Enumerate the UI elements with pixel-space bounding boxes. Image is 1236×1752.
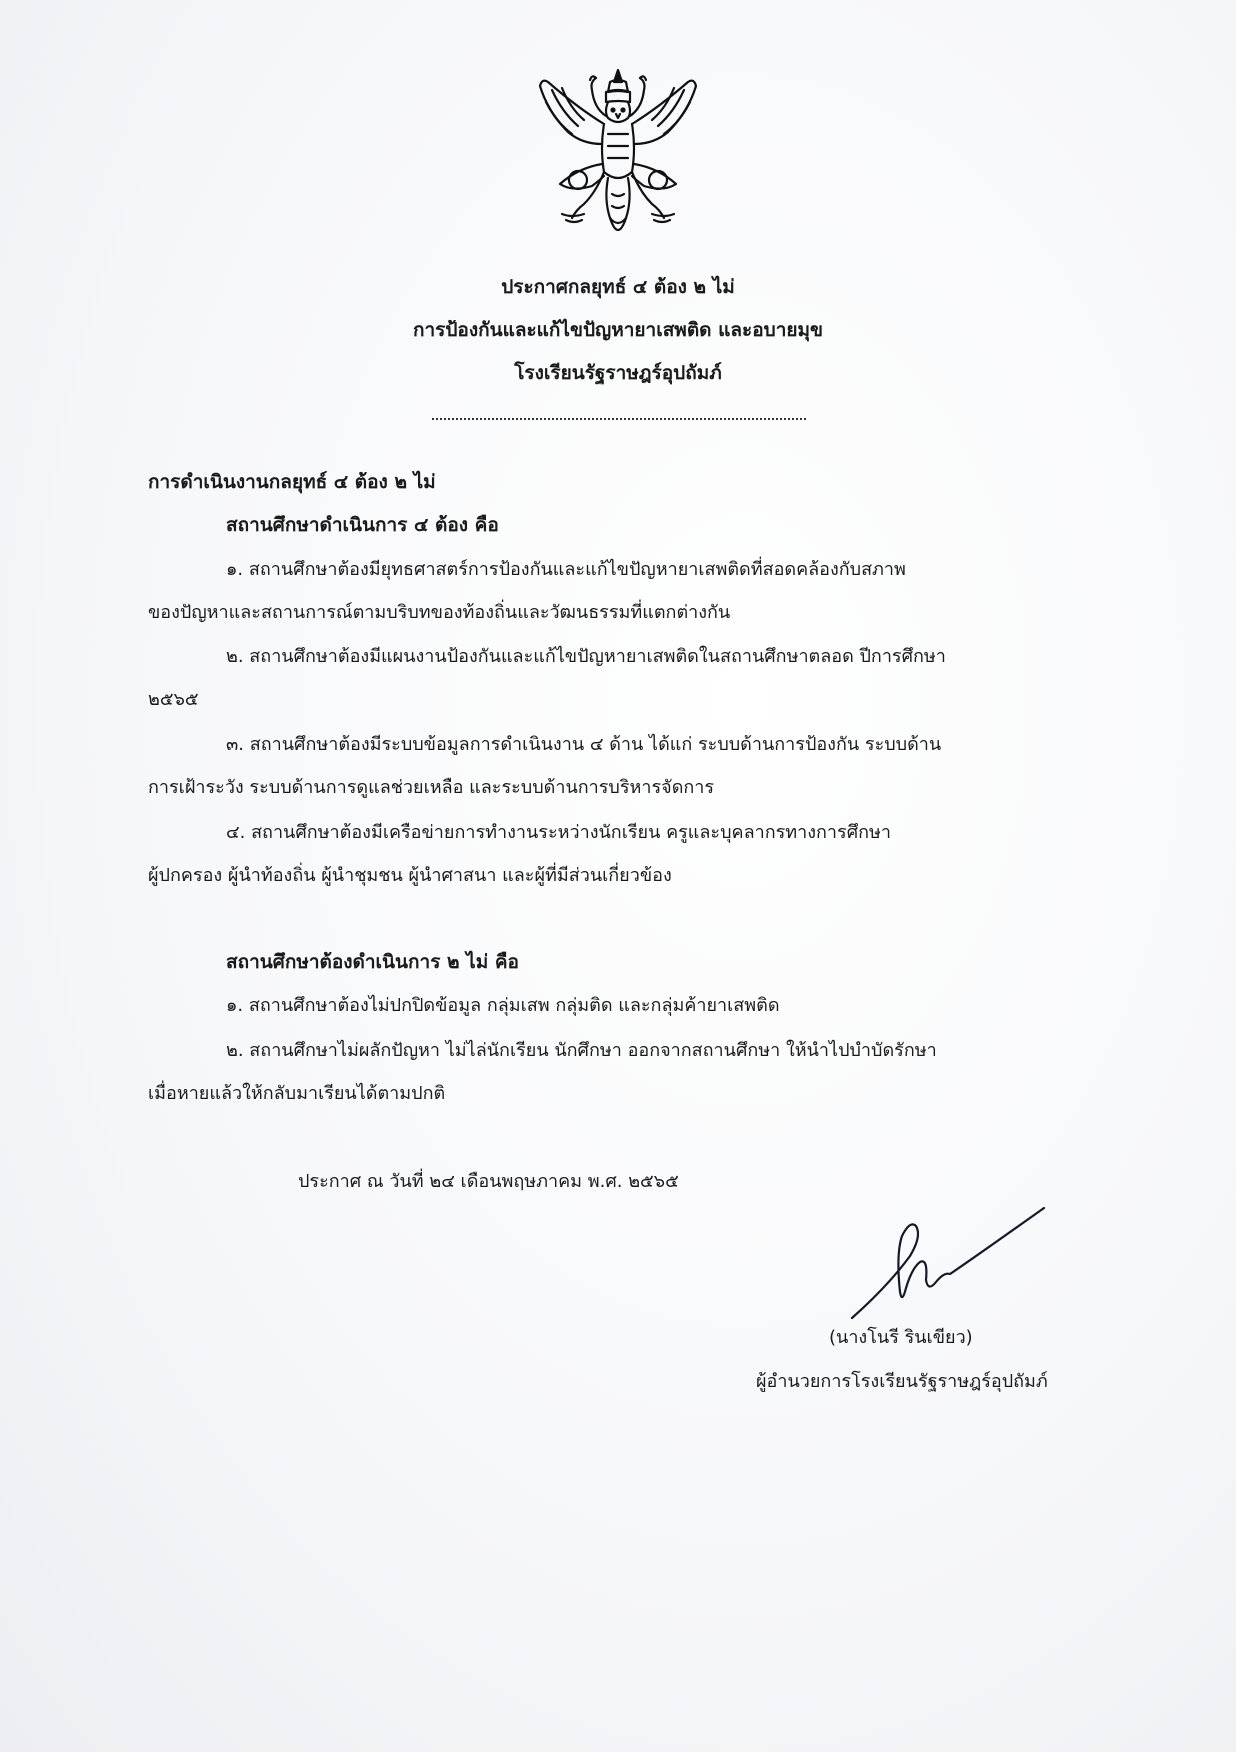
announce-date: ประกาศ ณ วันที่ ๒๔ เดือนพฤษภาคม พ.ศ. ๒๕๖๕ <box>298 1171 679 1192</box>
section-heading: การดำเนินงานกลยุทธ์ ๔ ต้อง ๒ ไม่ <box>148 471 436 493</box>
must-item-1-line-2: ของปัญหาและสถานการณ์ตามบริบทของท้องถิ่นและวัฒนธรรมที่แตกต่างกัน <box>148 602 731 623</box>
must-heading: สถานศึกษาดำเนินการ ๔ ต้อง คือ <box>226 514 499 536</box>
title-divider <box>432 418 806 420</box>
must-item-4-line-1: ๔. สถานศึกษาต้องมีเครือข่ายการทำงานระหว่างนักเรียน ครูและบุคลากรทางการศึกษา <box>226 822 892 843</box>
title-line-2: การป้องกันและแก้ไขปัญหายาเสพติด และอบายมุข <box>412 319 824 341</box>
signature-icon <box>848 1196 1048 1326</box>
signer-position: ผู้อำนวยการโรงเรียนรัฐราษฎร์อุปถัมภ์ <box>756 1371 1048 1392</box>
mustnot-heading: สถานศึกษาต้องดำเนินการ ๒ ไม่ คือ <box>226 951 519 973</box>
title-line-1: ประกาศกลยุทธ์ ๔ ต้อง ๒ ไม่ <box>501 276 735 298</box>
mustnot-item-2-line-2: เมื่อหายแล้วให้กลับมาเรียนได้ตามปกติ <box>148 1083 446 1104</box>
must-item-2-line-2: ๒๕๖๕ <box>148 689 199 710</box>
must-item-4-line-2: ผู้ปกครอง ผู้นำท้องถิ่น ผู้นำชุมชน ผู้นำศาสนา และผู้ที่มีส่วนเกี่ยวข้อง <box>148 865 672 886</box>
garuda-emblem-icon <box>538 68 698 242</box>
must-item-1-line-1: ๑. สถานศึกษาต้องมียุทธศาสตร์การป้องกันและแก้ไขปัญหายาเสพติดที่สอดคล้องกับสภาพ <box>226 559 906 580</box>
must-item-3-line-2: การเฝ้าระวัง ระบบด้านการดูแลช่วยเหลือ และระบบด้านการบริหารจัดการ <box>148 777 715 798</box>
must-item-2-line-1: ๒. สถานศึกษาต้องมีแผนงานป้องกันและแก้ไขปัญหายาเสพติดในสถานศึกษาตลอด ปีการศึกษา <box>226 646 946 667</box>
title-line-3: โรงเรียนรัฐราษฎร์อุปถัมภ์ <box>514 362 722 384</box>
mustnot-item-1-line-1: ๑. สถานศึกษาต้องไม่ปกปิดข้อมูล กลุ่มเสพ กลุ่มติด และกลุ่มค้ายาเสพติด <box>226 995 780 1016</box>
mustnot-item-2-line-1: ๒. สถานศึกษาไม่ผลักปัญหา ไม่ไล่นักเรียน นักศึกษา ออกจากสถานศึกษา ให้นำไปบำบัดรักษา <box>226 1040 937 1061</box>
must-item-3-line-1: ๓. สถานศึกษาต้องมีระบบข้อมูลการดำเนินงาน ๔ ด้าน ได้แก่ ระบบด้านการป้องกัน ระบบด้าน <box>226 734 942 755</box>
signer-name: (นางโนรี รินเขียว) <box>829 1327 973 1348</box>
